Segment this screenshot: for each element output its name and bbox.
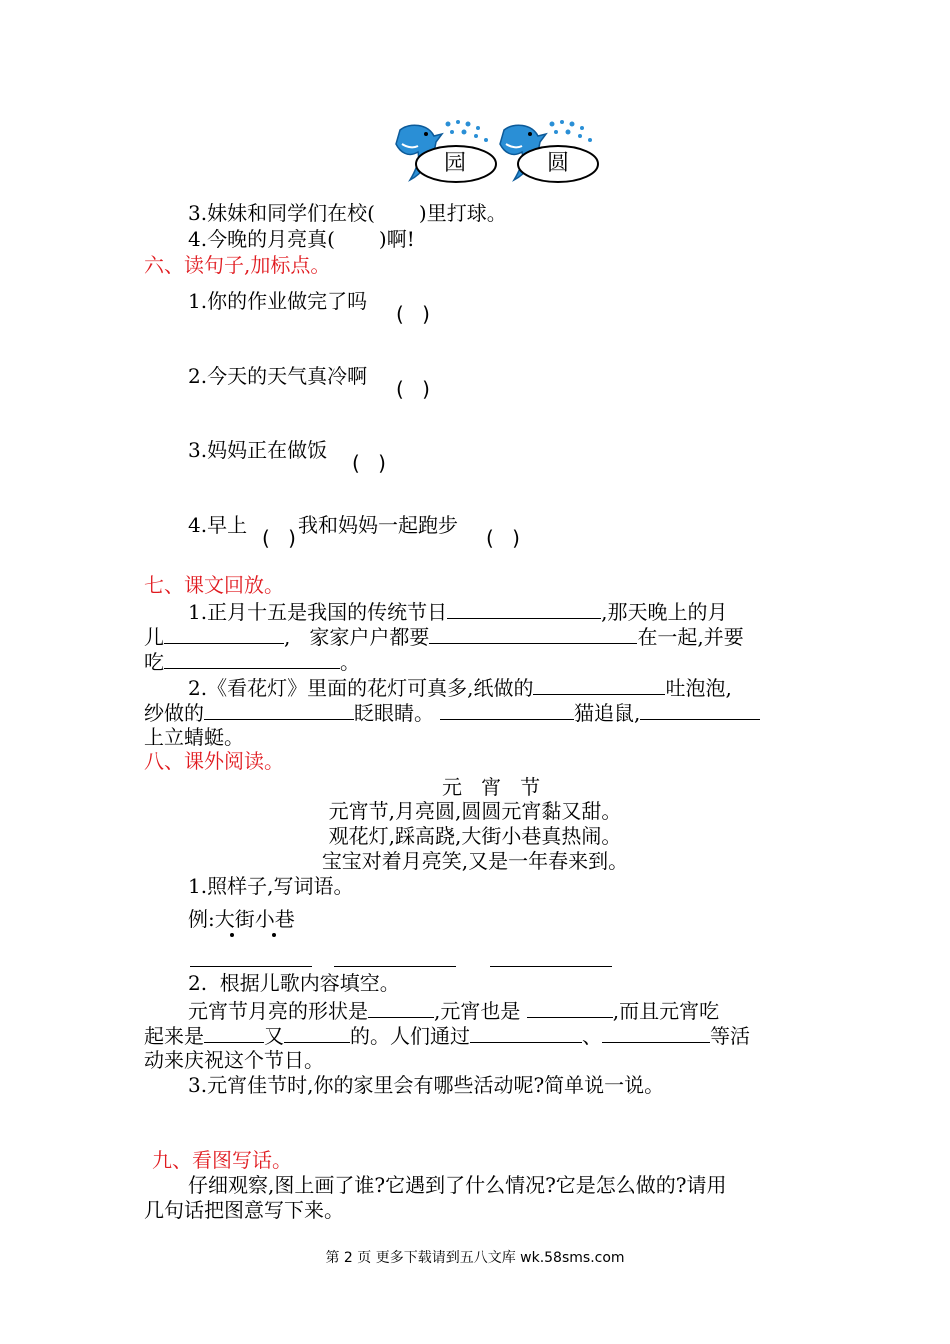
sec7-line5: 纱做的 眨眼睛。 猫追鼠,	[144, 699, 760, 726]
sec9-heading: 九、看图写话。	[152, 1148, 292, 1172]
poem-line-2: 观花灯,踩高跷,大街小巷真热闹。	[328, 824, 622, 848]
sec7-line1: 1.正月十五是我国的传统节日 ,那天晚上的月	[188, 600, 728, 624]
poem-title: 元 宵 节	[442, 775, 541, 799]
poem-line-1: 元宵节,月亮圆,圆圆元宵黏又甜。	[328, 799, 622, 823]
blank[interactable]	[602, 1022, 710, 1043]
blank[interactable]	[164, 648, 340, 669]
sec8-q3: 3.元宵佳节时,你的家里会有哪些活动呢?简单说一说。	[188, 1073, 665, 1097]
dolphin-char-1: 园	[444, 151, 467, 176]
dolphin-graphic	[390, 118, 610, 190]
emphasis-dot	[230, 933, 234, 937]
sec6-q3-paren[interactable]: ( )	[352, 451, 392, 475]
sec6-q1-paren[interactable]: ( )	[396, 302, 436, 326]
blank[interactable]	[284, 1022, 350, 1043]
sec5-line4: 4.今晚的月亮真( )啊!	[188, 227, 415, 251]
sec8-heading: 八、课外阅读。	[144, 749, 284, 773]
blank[interactable]	[447, 598, 601, 619]
sec6-q4-paren-1[interactable]: ( )	[262, 526, 302, 550]
blank[interactable]	[470, 1022, 582, 1043]
word-blank-2[interactable]	[334, 966, 456, 967]
poem-line-3: 宝宝对着月亮笑,又是一年春来到。	[321, 849, 629, 873]
sec6-q3: 3.妈妈正在做饭	[188, 438, 328, 462]
sec8-q1: 1.照样子,写词语。	[188, 874, 354, 898]
blank[interactable]	[533, 674, 665, 695]
sec9-line2: 几句话把图意写下来。	[144, 1198, 344, 1222]
blank[interactable]	[527, 997, 613, 1018]
sec8-q2: 2. 根据儿歌内容填空。	[188, 971, 400, 995]
sec7-line6: 上立蜻蜓。	[144, 725, 244, 749]
sec8-example: 例:大街小巷	[188, 907, 295, 931]
sec7-line3: 吃 。	[144, 650, 360, 674]
emphasis-dot	[272, 933, 276, 937]
sec6-q4-b: 我和妈妈一起跑步	[298, 513, 458, 537]
blank[interactable]	[204, 1022, 264, 1043]
sec9-line1: 仔细观察,图上画了谁?它遇到了什么情况?它是怎么做的?请用	[188, 1173, 727, 1197]
sec6-q4-paren-2[interactable]: ( )	[486, 526, 526, 550]
sec6-heading: 六、读句子,加标点。	[144, 253, 331, 277]
blank[interactable]	[368, 997, 434, 1018]
blank[interactable]	[164, 623, 284, 644]
blank[interactable]	[429, 623, 637, 644]
sec6-q2: 2.今天的天气真冷啊	[188, 364, 368, 388]
sec7-line2: 儿 , 家家户户都要 在一起,并要	[144, 625, 744, 649]
page-footer: 第 2 页 更多下载请到五八文库 wk.58sms.com	[325, 1250, 625, 1266]
word-blank-3[interactable]	[490, 966, 612, 967]
sec8-q2-line3: 动来庆祝这个节日。	[144, 1048, 324, 1072]
sec6-q2-paren[interactable]: ( )	[396, 377, 436, 401]
blank[interactable]	[204, 699, 354, 720]
sec7-line4: 2.《看花灯》里面的花灯可真多,纸做的 吐泡泡,	[188, 676, 732, 700]
dolphin-char-2: 圆	[547, 151, 570, 176]
word-blank-1[interactable]	[190, 966, 312, 967]
blank[interactable]	[440, 699, 574, 720]
sec8-q2-line2: 起来是 又 的。人们通过 、 等活	[144, 1024, 750, 1048]
sec5-line3: 3.妹妹和同学们在校( )里打球。	[188, 201, 507, 225]
sec6-q4-a: 4.早上	[188, 513, 248, 537]
blank[interactable]	[640, 699, 760, 720]
sec6-q1: 1.你的作业做完了吗	[188, 289, 368, 313]
sec8-q2-line1: 元宵节月亮的形状是 ,元宵也是 ,而且元宵吃	[188, 999, 720, 1023]
sec7-heading: 七、课文回放。	[144, 573, 284, 597]
